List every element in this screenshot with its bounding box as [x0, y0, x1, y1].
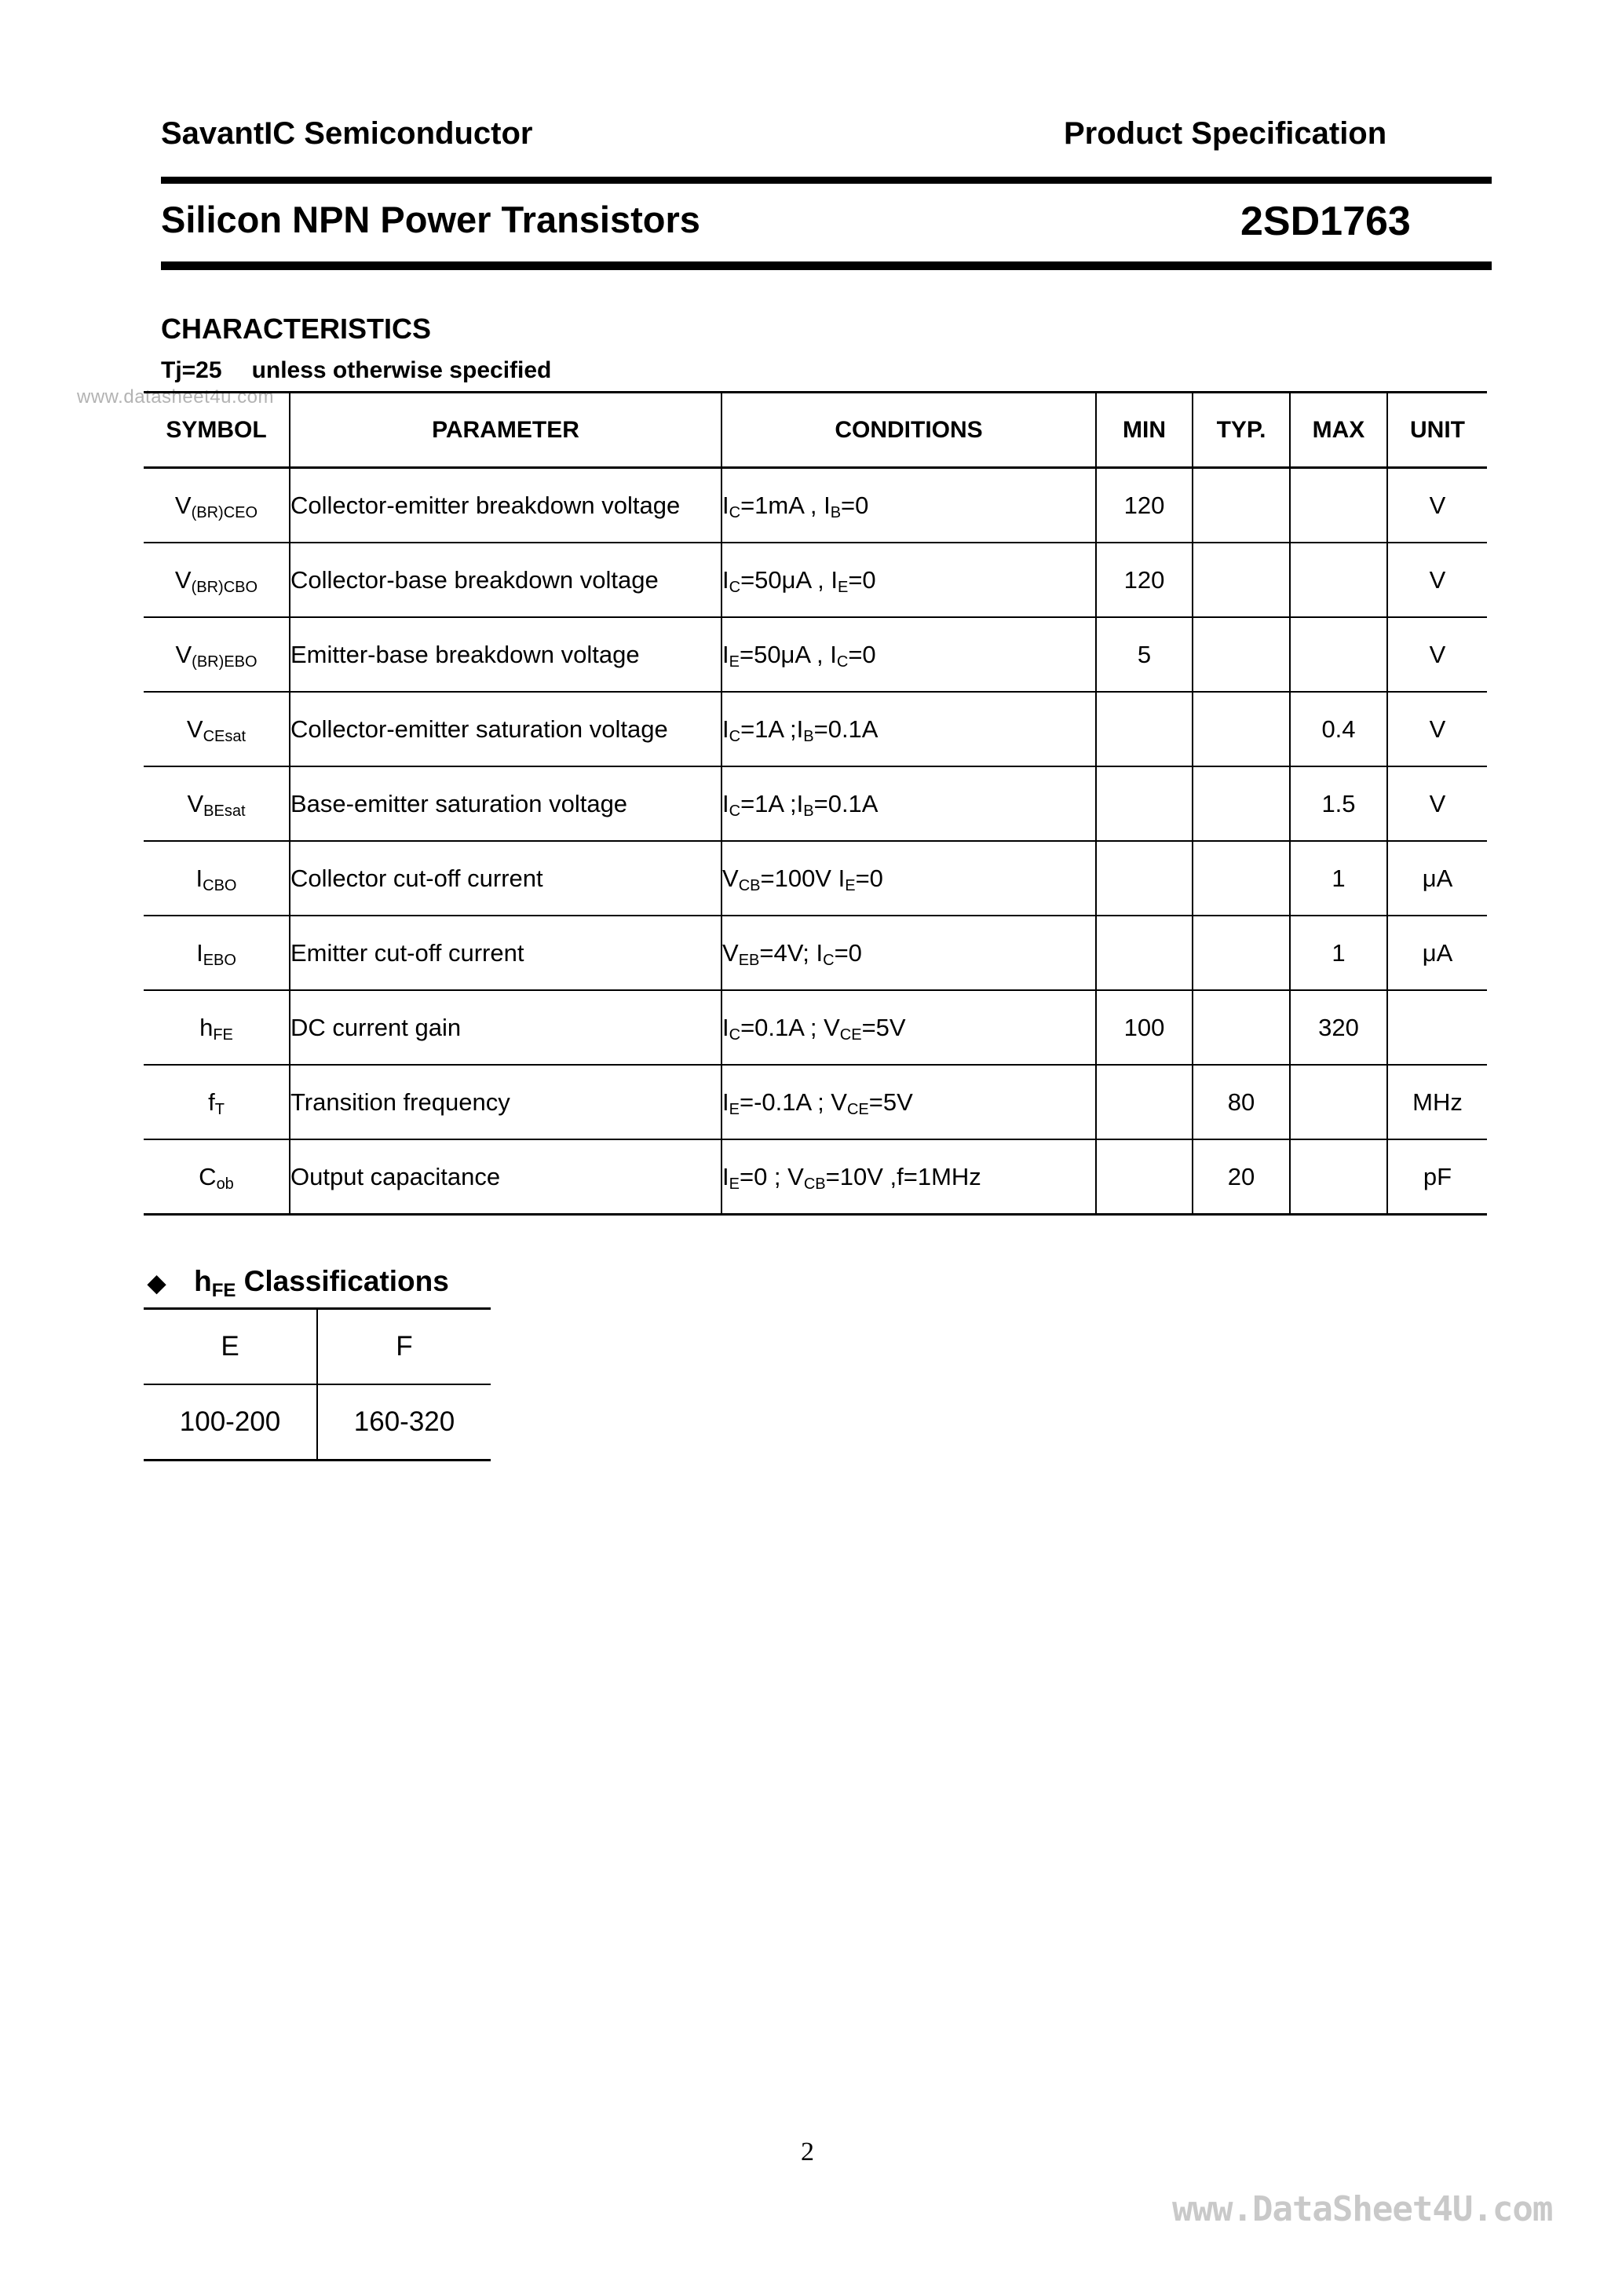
col-header-unit: UNIT — [1387, 393, 1487, 468]
hfe-range-row — [144, 1384, 491, 1461]
symbol-subscript: CEsat — [203, 727, 247, 745]
symbol-main: V — [174, 565, 192, 594]
symbol-main: I — [196, 938, 203, 967]
unit-cell: pF — [1387, 1139, 1487, 1215]
table-row — [144, 916, 1487, 990]
symbol-subscript: BEsat — [203, 802, 246, 820]
symbol-subscript: CBO — [203, 876, 237, 894]
symbol-subscript: (BR)CEO — [191, 503, 258, 521]
max-cell — [1290, 1139, 1387, 1215]
col-header-parameter: PARAMETER — [290, 393, 721, 468]
symbol-cell — [144, 543, 290, 617]
typ-cell — [1193, 617, 1290, 692]
conditions-cell: $I_C=1mA$ , $I_B=0$ — [721, 468, 1096, 543]
diamond-bullet-icon: ◆ — [148, 1270, 166, 1296]
conditions-cell: $I_E=50\mu A$ , $I_C=0$ — [721, 617, 1096, 692]
typ-cell: 20 — [1193, 1139, 1290, 1215]
watermark-bottom: www.DataSheet4U.com — [1172, 2189, 1553, 2229]
symbol-main: V — [175, 640, 192, 668]
symbol-main: V — [187, 789, 204, 817]
max-cell: 1 — [1290, 916, 1387, 990]
hfe-classifications-title: ◆ $h_{FE}$ Classifications — [148, 1265, 449, 1301]
max-cell: 320 — [1290, 990, 1387, 1065]
min-cell — [1096, 692, 1193, 766]
table-row — [144, 692, 1487, 766]
symbol-subscript: (BR)EBO — [192, 653, 258, 671]
min-cell — [1096, 1065, 1193, 1139]
unit-cell — [1387, 990, 1487, 1065]
table-row — [144, 468, 1487, 543]
symbol-subscript: FE — [213, 1026, 233, 1044]
table-row — [144, 543, 1487, 617]
section-title: CHARACTERISTICS — [161, 313, 432, 345]
typ-cell — [1193, 543, 1290, 617]
col-header-min: MIN — [1096, 393, 1193, 468]
symbol-cell — [144, 468, 290, 543]
hfe-range-value: 160-320 — [317, 1384, 491, 1461]
parameter-cell: Emitter-base breakdown voltage — [290, 617, 721, 692]
table-row — [144, 990, 1487, 1065]
parameter-cell: Transition frequency — [290, 1065, 721, 1139]
symbol-subscript: (BR)CBO — [191, 578, 258, 596]
symbol-main: h — [199, 1013, 214, 1041]
table-body — [144, 468, 1487, 1215]
min-cell — [1096, 766, 1193, 841]
table-row — [144, 841, 1487, 916]
unit-cell: V — [1387, 468, 1487, 543]
min-cell: 120 — [1096, 468, 1193, 543]
max-cell: 1 — [1290, 841, 1387, 916]
junction-temp: Tj=25 — [161, 357, 222, 383]
parameter-cell: Collector-base breakdown voltage — [290, 543, 721, 617]
symbol-main: I — [195, 864, 203, 892]
min-cell: 120 — [1096, 543, 1193, 617]
symbol-cell — [144, 990, 290, 1065]
page-number: 2 — [801, 2137, 814, 2166]
parameter-cell: Emitter cut-off current — [290, 916, 721, 990]
max-cell — [1290, 468, 1387, 543]
typ-cell — [1193, 468, 1290, 543]
parameter-cell: Output capacitance — [290, 1139, 721, 1215]
min-cell — [1096, 841, 1193, 916]
symbol-main: C — [199, 1162, 217, 1190]
symbol-cell — [144, 841, 290, 916]
parameter-cell: Collector cut-off current — [290, 841, 721, 916]
unit-cell: μA — [1387, 841, 1487, 916]
document-type: Product Specification — [1064, 116, 1387, 151]
typ-cell — [1193, 766, 1290, 841]
symbol-subscript: EBO — [203, 951, 236, 969]
conditions-cell: $I_E=0$ ; $V_{CB}=10V$ ,f=1MHz — [721, 1139, 1096, 1215]
table-row — [144, 766, 1487, 841]
col-header-conditions: CONDITIONS — [721, 393, 1096, 468]
symbol-cell — [144, 916, 290, 990]
max-cell: 0.4 — [1290, 692, 1387, 766]
hfe-range-value: 100-200 — [179, 1406, 281, 1437]
condition-note: unless otherwise specified — [251, 357, 552, 383]
hfe-classification-table — [144, 1307, 491, 1461]
min-cell: 100 — [1096, 990, 1193, 1065]
header-divider — [161, 177, 1492, 184]
parameter-cell: Base-emitter saturation voltage — [290, 766, 721, 841]
table-row — [144, 617, 1487, 692]
symbol-subscript: ob — [216, 1175, 234, 1193]
min-cell — [1096, 1139, 1193, 1215]
unit-cell: V — [1387, 617, 1487, 692]
col-header-typ: TYP. — [1193, 393, 1290, 468]
max-cell — [1290, 543, 1387, 617]
conditions-cell: $V_{CB}=100V$ $I_E=0$ — [721, 841, 1096, 916]
symbol-cell — [144, 1139, 290, 1215]
conditions-cell: $I_C=0.1A$ ; $V_{CE}=5V$ — [721, 990, 1096, 1065]
typ-cell — [1193, 990, 1290, 1065]
page-title: Silicon NPN Power Transistors — [161, 199, 700, 240]
parameter-cell: Collector-emitter saturation voltage — [290, 692, 721, 766]
test-condition — [161, 357, 551, 384]
table-header-row — [144, 393, 1487, 468]
unit-cell: MHz — [1387, 1065, 1487, 1139]
table-row — [144, 1065, 1487, 1139]
typ-cell — [1193, 841, 1290, 916]
unit-cell: V — [1387, 543, 1487, 617]
symbol-main: f — [208, 1088, 215, 1116]
typ-cell — [1193, 916, 1290, 990]
typ-cell — [1193, 692, 1290, 766]
parameter-cell: DC current gain — [290, 990, 721, 1065]
hfe-class-label: E — [221, 1331, 239, 1362]
max-cell — [1290, 1065, 1387, 1139]
col-header-symbol: SYMBOL — [166, 416, 267, 443]
watermark-top: www.datasheet4u.com — [77, 386, 274, 408]
hfe-class-row — [144, 1309, 491, 1385]
symbol-cell — [144, 1065, 290, 1139]
max-cell — [1290, 617, 1387, 692]
part-number: 2SD1763 — [1240, 199, 1411, 244]
title-divider — [161, 261, 1492, 270]
symbol-cell — [144, 766, 290, 841]
symbol-cell — [144, 617, 290, 692]
unit-cell: V — [1387, 766, 1487, 841]
company-name: SavantIC Semiconductor — [161, 116, 533, 151]
conditions-cell: $I_C=50\mu A$ , $I_E=0$ — [721, 543, 1096, 617]
conditions-cell: $I_C=1A$ $;I_B=0.1A$ — [721, 766, 1096, 841]
characteristics-table — [144, 391, 1487, 1216]
hfe-class-label: F — [317, 1309, 491, 1385]
unit-cell: μA — [1387, 916, 1487, 990]
col-header-max: MAX — [1290, 393, 1387, 468]
conditions-cell: $I_E=-0.1A$ ; $V_{CE}=5V$ — [721, 1065, 1096, 1139]
min-cell — [1096, 916, 1193, 990]
symbol-subscript: T — [214, 1100, 225, 1118]
conditions-cell: $V_{EB}=4V$; $I_C=0$ — [721, 916, 1096, 990]
symbol-main: V — [186, 715, 203, 743]
parameter-cell: Collector-emitter breakdown voltage — [290, 468, 721, 543]
symbol-main: V — [174, 491, 192, 519]
max-cell: 1.5 — [1290, 766, 1387, 841]
typ-cell: 80 — [1193, 1065, 1290, 1139]
conditions-cell: $I_C=1A$ $;I_B=0.1A$ — [721, 692, 1096, 766]
min-cell: 5 — [1096, 617, 1193, 692]
symbol-cell — [144, 692, 290, 766]
table-row — [144, 1139, 1487, 1215]
unit-cell: V — [1387, 692, 1487, 766]
